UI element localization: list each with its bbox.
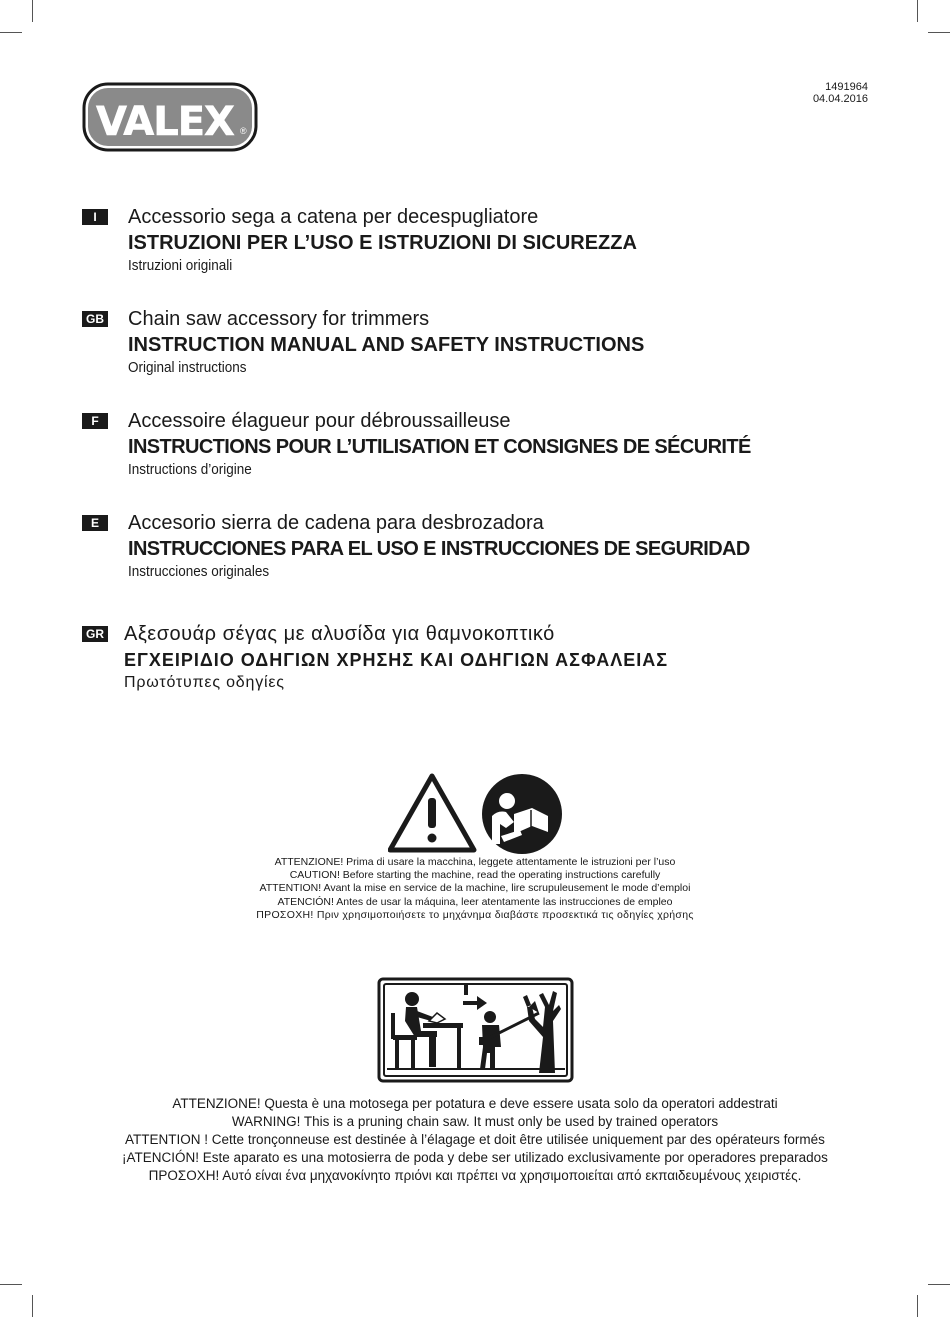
crop-mark	[0, 32, 22, 33]
caution-line-gb: CAUTION! Before starting the machine, read the operating instructions carefully	[289, 869, 661, 882]
product-title: Chain saw accessory for trimmers	[128, 308, 430, 330]
manual-subtitle: Instrucciones originales	[128, 563, 270, 580]
training-before-pruning-icon	[377, 977, 574, 1083]
warning-text	[0, 1095, 950, 1185]
flag-badge: I	[82, 209, 108, 225]
crop-mark	[928, 1284, 950, 1285]
manual-subtitle: Instructions d’origine	[128, 461, 252, 478]
manual-heading: INSTRUCTIONS POUR L’UTILISATION ET CONSIGNES DE SÉCURITÉ	[128, 436, 751, 458]
warning-line-gr: ΠΡΟΣΟΧΗ! Αυτό είναι ένα μηχανοκίνητο πριόνι και πρέπει να χρησιμοποιείται από εκπαιδευμένους χειριστές.	[148, 1168, 802, 1183]
crop-mark	[917, 1295, 918, 1317]
manual-subtitle: Πρωτότυπες οδηγίες	[124, 674, 285, 691]
product-title: Αξεσουάρ σέγας με αλυσίδα για θαμνοκοπτικό	[124, 623, 555, 645]
manual-subtitle: Original instructions	[128, 359, 247, 376]
document-date: 04.04.2016	[812, 93, 868, 105]
caution-line-it: ATTENZIONE! Prima di usare la macchina, leggete attentamente le istruzioni per l’uso	[274, 856, 676, 868]
flag-badge: GB	[82, 311, 108, 327]
crop-mark	[928, 32, 950, 33]
manual-subtitle: Istruzioni originali	[128, 257, 233, 274]
caution-line-fr: ATTENTION! Avant la mise en service de la machine, lire scrupuleusement le mode d’emploi	[259, 882, 691, 895]
warning-line-it: ATTENZIONE! Questa è una motosega per potatura e deve essere usata solo da operatori addestrati	[172, 1096, 778, 1111]
safety-icons	[388, 772, 568, 854]
brand-name: VALEX	[96, 99, 234, 145]
document-meta	[813, 81, 868, 105]
warning-line-es: ¡ATENCIÓN! Este aparato es una motosierra de poda y debe ser utilizado exclusivamente por operadores preparados	[122, 1150, 828, 1165]
product-title: Accessorio sega a catena per decespugliatore	[128, 206, 539, 228]
crop-mark	[917, 0, 918, 22]
manual-heading: INSTRUCTION MANUAL AND SAFETY INSTRUCTIONS	[128, 334, 645, 356]
manual-heading: ISTRUZIONI PER L’USO E ISTRUZIONI DI SICUREZZA	[128, 232, 637, 254]
manual-heading: INSTRUCCIONES PARA EL USO E INSTRUCCIONES DE SEGURIDAD	[128, 538, 750, 560]
crop-mark	[0, 1284, 22, 1285]
caution-line-gr: ΠΡΟΣΟΧΗ! Πριν χρησιμοποιήσετε το μηχάνημα διαβάστε προσεκτικά τις οδηγίες χρήσης	[256, 908, 694, 921]
warning-triangle-icon	[390, 776, 474, 850]
registered-mark: ®	[240, 126, 247, 136]
read-manual-icon	[482, 774, 562, 854]
warning-line-gb: WARNING! This is a pruning chain saw. It must only be used by trained operators	[231, 1114, 719, 1129]
product-title: Accessoire élagueur pour débroussailleuse	[128, 410, 511, 432]
brand-logo	[82, 82, 258, 152]
crop-mark	[32, 1295, 33, 1317]
crop-mark	[32, 0, 33, 22]
flag-badge: GR	[82, 626, 108, 642]
caution-line-es: ATENCIÓN! Antes de usar la máquina, leer atentamente las instrucciones de empleo	[277, 895, 673, 908]
product-title: Accesorio sierra de cadena para desbrozadora	[128, 512, 544, 534]
document-code: 1491964	[825, 81, 868, 93]
manual-heading: ΕΓΧΕΙΡΙΔΙΟ ΟΔΗΓΙΩΝ ΧΡΗΣΗΣ ΚΑΙ ΟΔΗΓΙΩΝ ΑΣΦΑΛΕΙΑΣ	[124, 650, 669, 670]
flag-badge: F	[82, 413, 108, 429]
flag-badge: E	[82, 515, 108, 531]
caution-text	[0, 856, 950, 922]
warning-line-fr: ATTENTION ! Cette tronçonneuse est destinée à l’élagage et doit être utilisée uniquement par des opérateurs formés	[125, 1132, 825, 1147]
